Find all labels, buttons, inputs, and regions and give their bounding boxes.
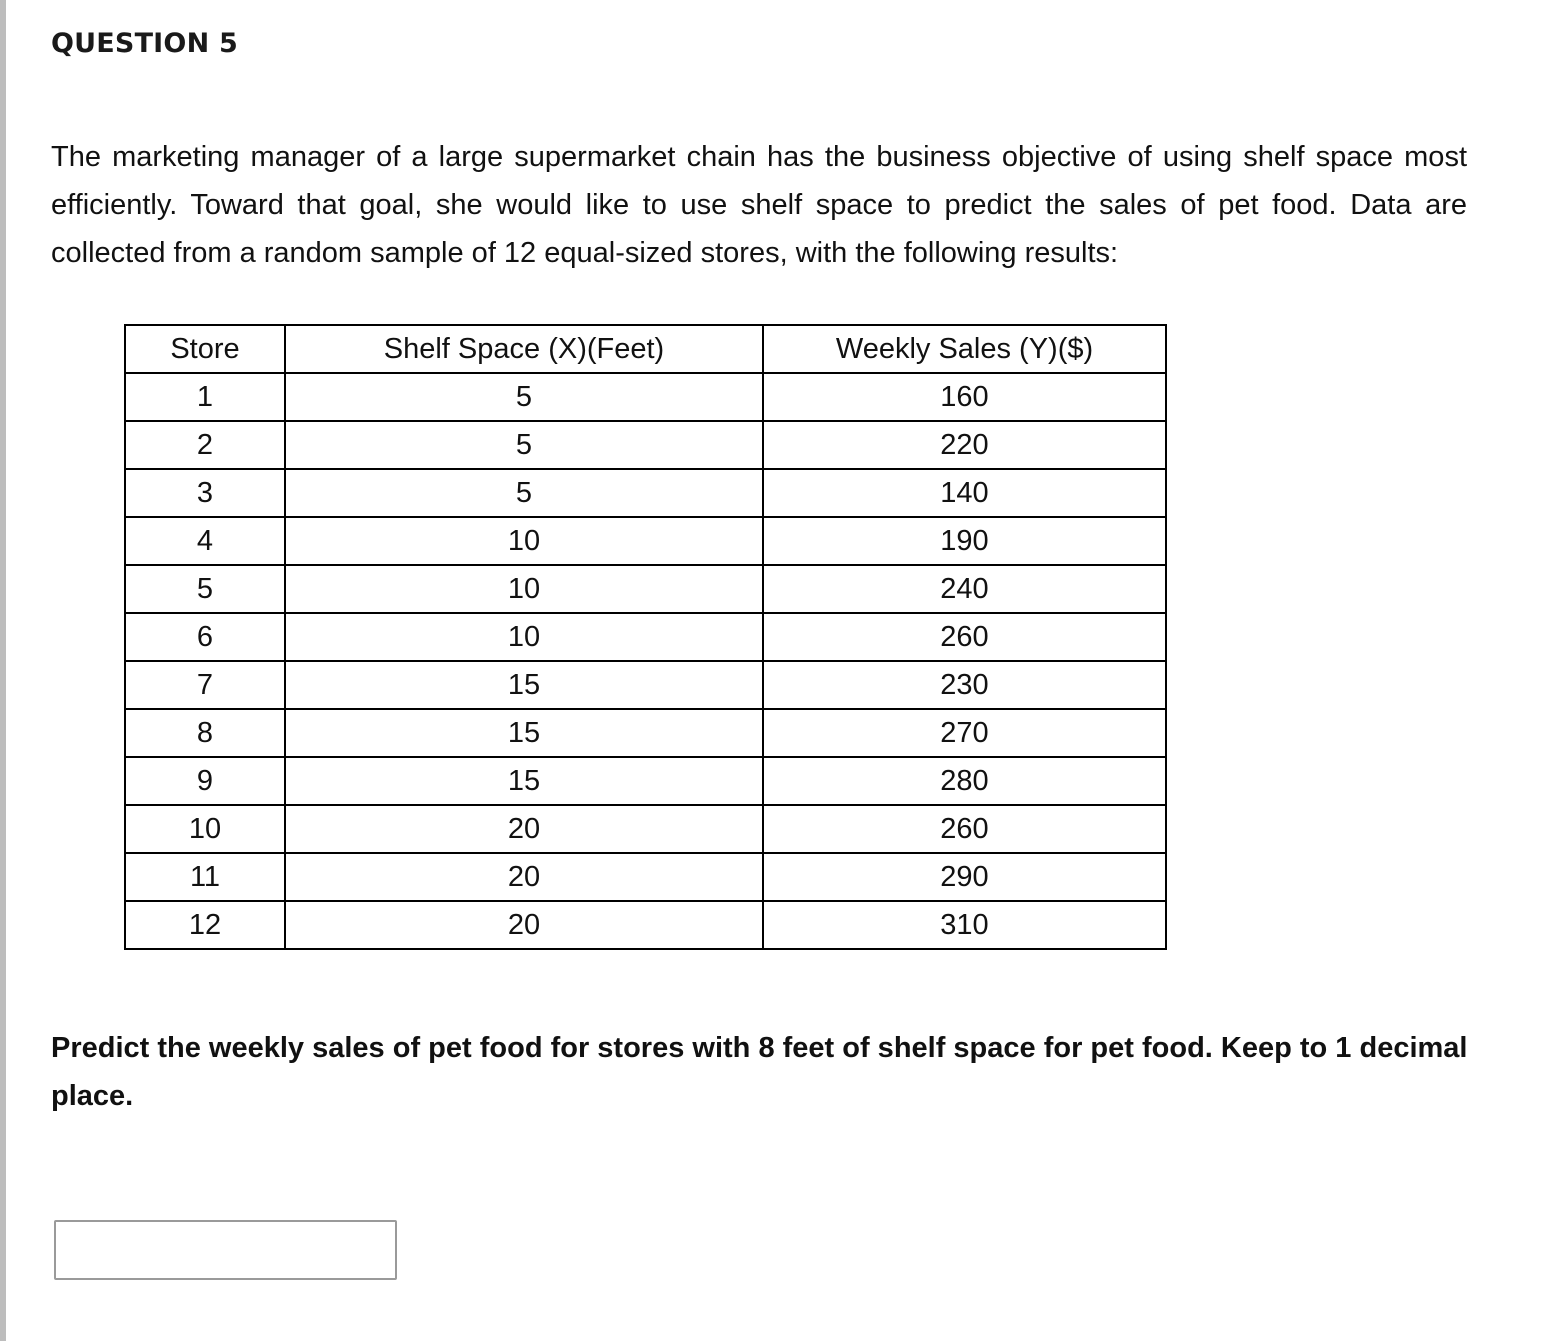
- store-cell: 11: [125, 853, 285, 901]
- store-cell: 8: [125, 709, 285, 757]
- store-cell: 10: [125, 805, 285, 853]
- question-title: QUESTION 5: [51, 28, 238, 59]
- header-weekly-sales: Weekly Sales (Y)($): [763, 325, 1166, 373]
- table-row: [125, 757, 1166, 805]
- shelf-space-cell: 15: [285, 709, 763, 757]
- table-row: [125, 661, 1166, 709]
- weekly-sales-cell: 230: [763, 661, 1166, 709]
- store-cell: 5: [125, 565, 285, 613]
- table-row: [125, 853, 1166, 901]
- weekly-sales-cell: 240: [763, 565, 1166, 613]
- weekly-sales-cell: 290: [763, 853, 1166, 901]
- weekly-sales-cell: 260: [763, 805, 1166, 853]
- shelf-space-cell: 10: [285, 517, 763, 565]
- table-row: [125, 517, 1166, 565]
- header-store: Store: [125, 325, 285, 373]
- shelf-space-cell: 5: [285, 373, 763, 421]
- weekly-sales-cell: 190: [763, 517, 1166, 565]
- shelf-space-cell: 20: [285, 805, 763, 853]
- store-cell: 1: [125, 373, 285, 421]
- table-row: [125, 805, 1166, 853]
- weekly-sales-cell: 270: [763, 709, 1166, 757]
- table-header-row: [125, 325, 1166, 373]
- question-instruction: Predict the weekly sales of pet food for stores with 8 feet of shelf space for pet food. Keep to 1 decimal place.: [51, 1032, 1468, 1112]
- table-body: [125, 373, 1166, 949]
- weekly-sales-cell: 220: [763, 421, 1166, 469]
- table-row: [125, 613, 1166, 661]
- shelf-space-cell: 10: [285, 565, 763, 613]
- answer-input[interactable]: [54, 1220, 397, 1280]
- store-cell: 4: [125, 517, 285, 565]
- weekly-sales-cell: 280: [763, 757, 1166, 805]
- store-cell: 7: [125, 661, 285, 709]
- weekly-sales-cell: 160: [763, 373, 1166, 421]
- store-cell: 6: [125, 613, 285, 661]
- table-row: [125, 565, 1166, 613]
- shelf-space-cell: 15: [285, 661, 763, 709]
- shelf-space-cell: 20: [285, 901, 763, 949]
- table-row: [125, 421, 1166, 469]
- header-shelf-space: Shelf Space (X)(Feet): [285, 325, 763, 373]
- store-cell: 9: [125, 757, 285, 805]
- shelf-space-cell: 5: [285, 421, 763, 469]
- table-row: [125, 469, 1166, 517]
- left-border: [0, 0, 6, 1341]
- table-row: [125, 901, 1166, 949]
- shelf-space-cell: 5: [285, 469, 763, 517]
- weekly-sales-cell: 260: [763, 613, 1166, 661]
- weekly-sales-cell: 140: [763, 469, 1166, 517]
- shelf-space-cell: 20: [285, 853, 763, 901]
- shelf-space-cell: 10: [285, 613, 763, 661]
- shelf-space-cell: 15: [285, 757, 763, 805]
- table-row: [125, 373, 1166, 421]
- store-cell: 12: [125, 901, 285, 949]
- store-cell: 2: [125, 421, 285, 469]
- weekly-sales-cell: 310: [763, 901, 1166, 949]
- table-row: [125, 709, 1166, 757]
- data-table: [124, 324, 1167, 950]
- store-cell: 3: [125, 469, 285, 517]
- question-prompt: The marketing manager of a large supermarket chain has the business objective of using shelf space most efficiently. Toward that goal, she would like to use shelf space to predict the sales of pet food. Data are collected from a random sample of 12 equal-sized stores, with the following results:: [51, 141, 1467, 269]
